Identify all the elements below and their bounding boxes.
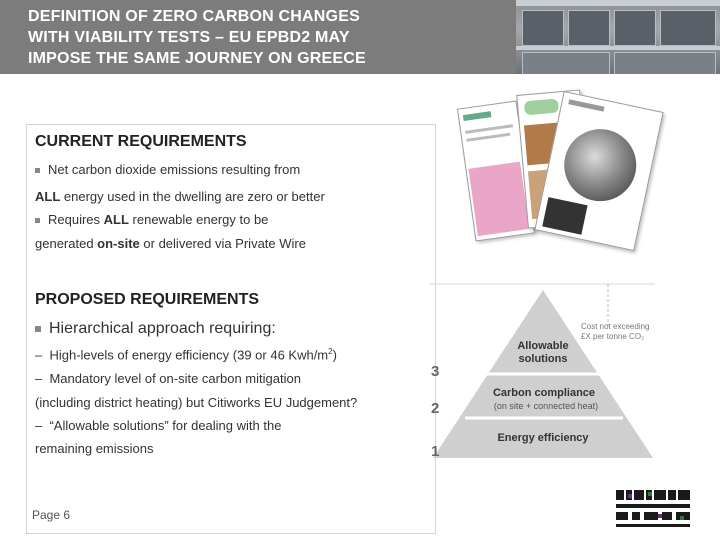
proposed-intro-text: Hierarchical approach requiring: — [49, 320, 276, 337]
solutions-label: solutions — [518, 353, 568, 365]
carbon-hierarchy-pyramid — [425, 278, 665, 468]
tier-number-2: 2 — [431, 400, 440, 417]
tier-number-1: 1 — [431, 443, 440, 460]
current-requirements-heading: CURRENT REQUIREMENTS — [35, 133, 247, 150]
current-bullet-2-line-1 — [35, 212, 268, 227]
cost-cap-note — [581, 322, 650, 342]
page-number: Page 6 — [32, 508, 71, 522]
tier-number-3: 3 — [431, 363, 440, 380]
title-line-1: DEFINITION OF ZERO CARBON CHANGES — [28, 8, 360, 25]
dash-marker: – — [35, 347, 43, 363]
current-bullet-2-text: Requires — [48, 212, 104, 227]
proposed-dash-3-line-1 — [35, 418, 281, 433]
company-logo — [614, 488, 694, 530]
proposed-dash-1 — [35, 347, 337, 362]
proposed-dash-2-text: Mandatory level of on-site carbon mitigation — [49, 371, 301, 386]
proposed-dash-1-close: ) — [332, 347, 337, 363]
header-building-photo — [516, 0, 720, 74]
emphasis-all: ALL — [35, 189, 61, 204]
title-line-2: WITH VIABILITY TESTS – EU EPBD2 MAY — [28, 29, 350, 46]
proposed-requirements-heading: PROPOSED REQUIREMENTS — [35, 291, 260, 308]
proposed-dash-2-line-1 — [35, 371, 301, 386]
current-bullet-1-line-1 — [35, 162, 300, 177]
bullet-icon — [35, 218, 40, 223]
cost-cap-line-1: Cost not exceeding — [581, 322, 650, 331]
dash-marker: – — [35, 418, 43, 433]
slide-title — [28, 6, 498, 69]
bullet-icon — [35, 326, 41, 332]
title-line-3: IMPOSE THE SAME JOURNEY ON GREECE — [28, 50, 366, 67]
cost-cap-line-2: £X per tonne CO₂ — [581, 332, 645, 341]
superscript-2: 2 — [328, 347, 333, 356]
current-bullet-2-text-3: or delivered via Private Wire — [139, 236, 306, 251]
pyramid-bottom-label: Energy efficiency — [497, 432, 589, 444]
proposed-dash-3-text: “Allowable solutions” for dealing with the — [49, 418, 282, 433]
emphasis-all: ALL — [103, 212, 129, 227]
current-bullet-2-text-2: generated — [35, 236, 98, 251]
allowable-label: Allowable — [517, 340, 569, 352]
emphasis-on-site: on-site — [97, 236, 140, 251]
dash-marker: – — [35, 371, 43, 386]
current-bullet-2-text-cont: renewable energy to be — [128, 212, 269, 227]
current-bullet-2-line-2 — [35, 236, 306, 251]
current-bullet-1-text-cont: energy used in the dwelling are zero or better — [60, 189, 325, 204]
proposed-dash-3-line-2: remaining emissions — [35, 441, 154, 456]
current-bullet-1-line-2 — [35, 189, 325, 204]
proposed-dash-2-line-2: (including district heating) but Citiworks EU Judgement? — [35, 395, 358, 410]
bullet-icon — [35, 168, 40, 173]
pyramid-middle-sublabel: (on site + connected heat) — [493, 401, 599, 411]
current-bullet-1-text: Net carbon dioxide emissions resulting from — [48, 162, 301, 177]
proposed-dash-1-text: High-levels of energy efficiency (39 or 46 Kwh/m — [49, 347, 329, 363]
pyramid-middle-label: Carbon compliance — [492, 387, 596, 399]
pyramid-top-label — [505, 340, 581, 366]
proposed-intro — [35, 320, 276, 338]
